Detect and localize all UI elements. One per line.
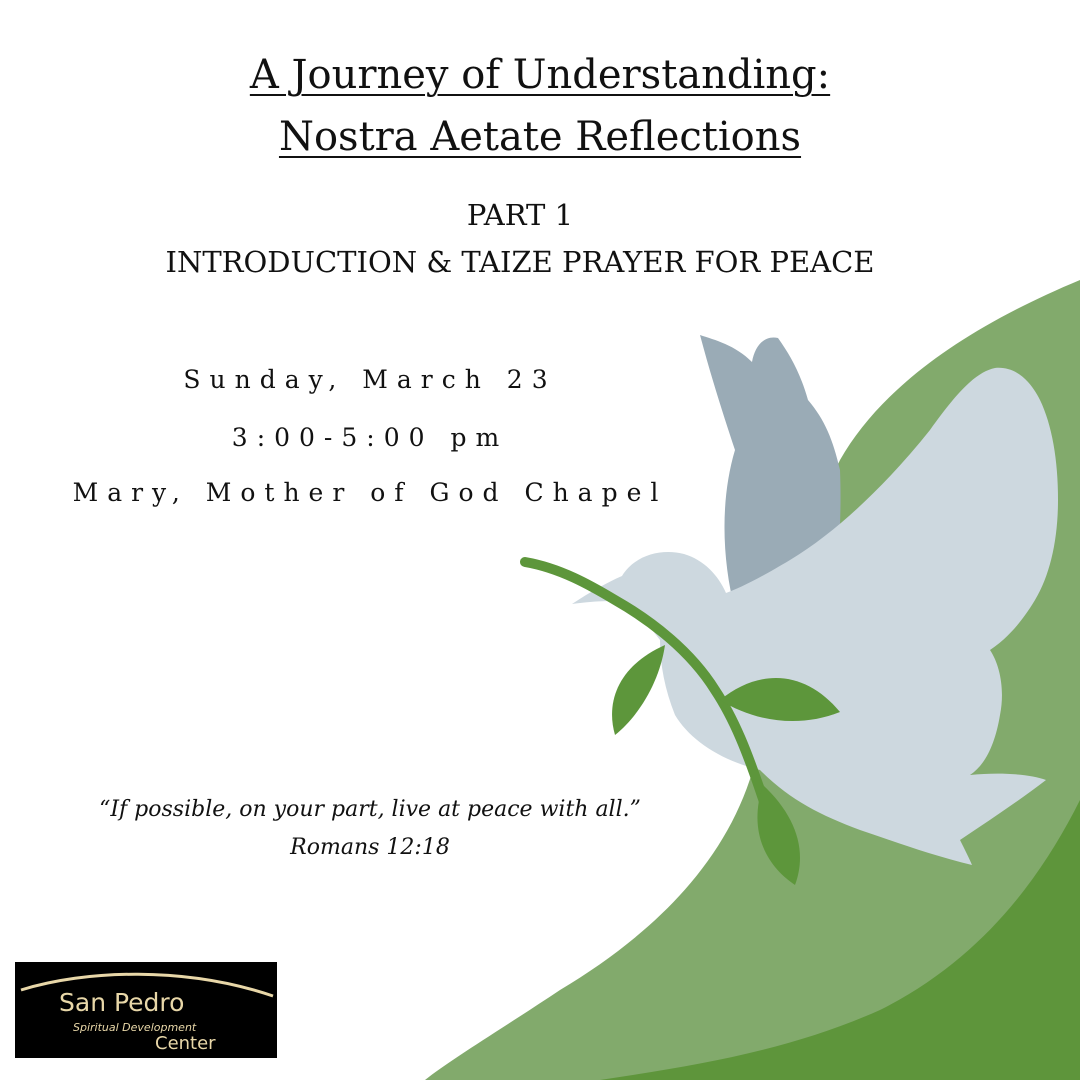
- olive-leaf-1: [612, 645, 665, 735]
- page-title-line-1: A Journey of Understanding:: [249, 52, 831, 98]
- part-subtitle: INTRODUCTION & TAIZE PRAYER FOR PEACE: [165, 245, 875, 279]
- event-date: Sunday, March 23: [183, 365, 557, 394]
- logo-center: Center: [155, 1033, 216, 1054]
- page-title-line-2: Nostra Aetate Reflections: [278, 114, 802, 160]
- logo-name: San Pedro: [59, 988, 185, 1017]
- scripture-quote: “If possible, on your part, live at peace with all.”: [99, 797, 641, 822]
- scripture-reference: Romans 12:18: [290, 835, 450, 860]
- event-time: 3:00-5:00 pm: [231, 423, 509, 452]
- part-label: PART 1: [466, 198, 574, 232]
- logo: [15, 962, 277, 1058]
- logo-subtitle: Spiritual Development: [73, 1021, 197, 1034]
- event-location: Mary, Mother of God Chapel: [72, 478, 668, 507]
